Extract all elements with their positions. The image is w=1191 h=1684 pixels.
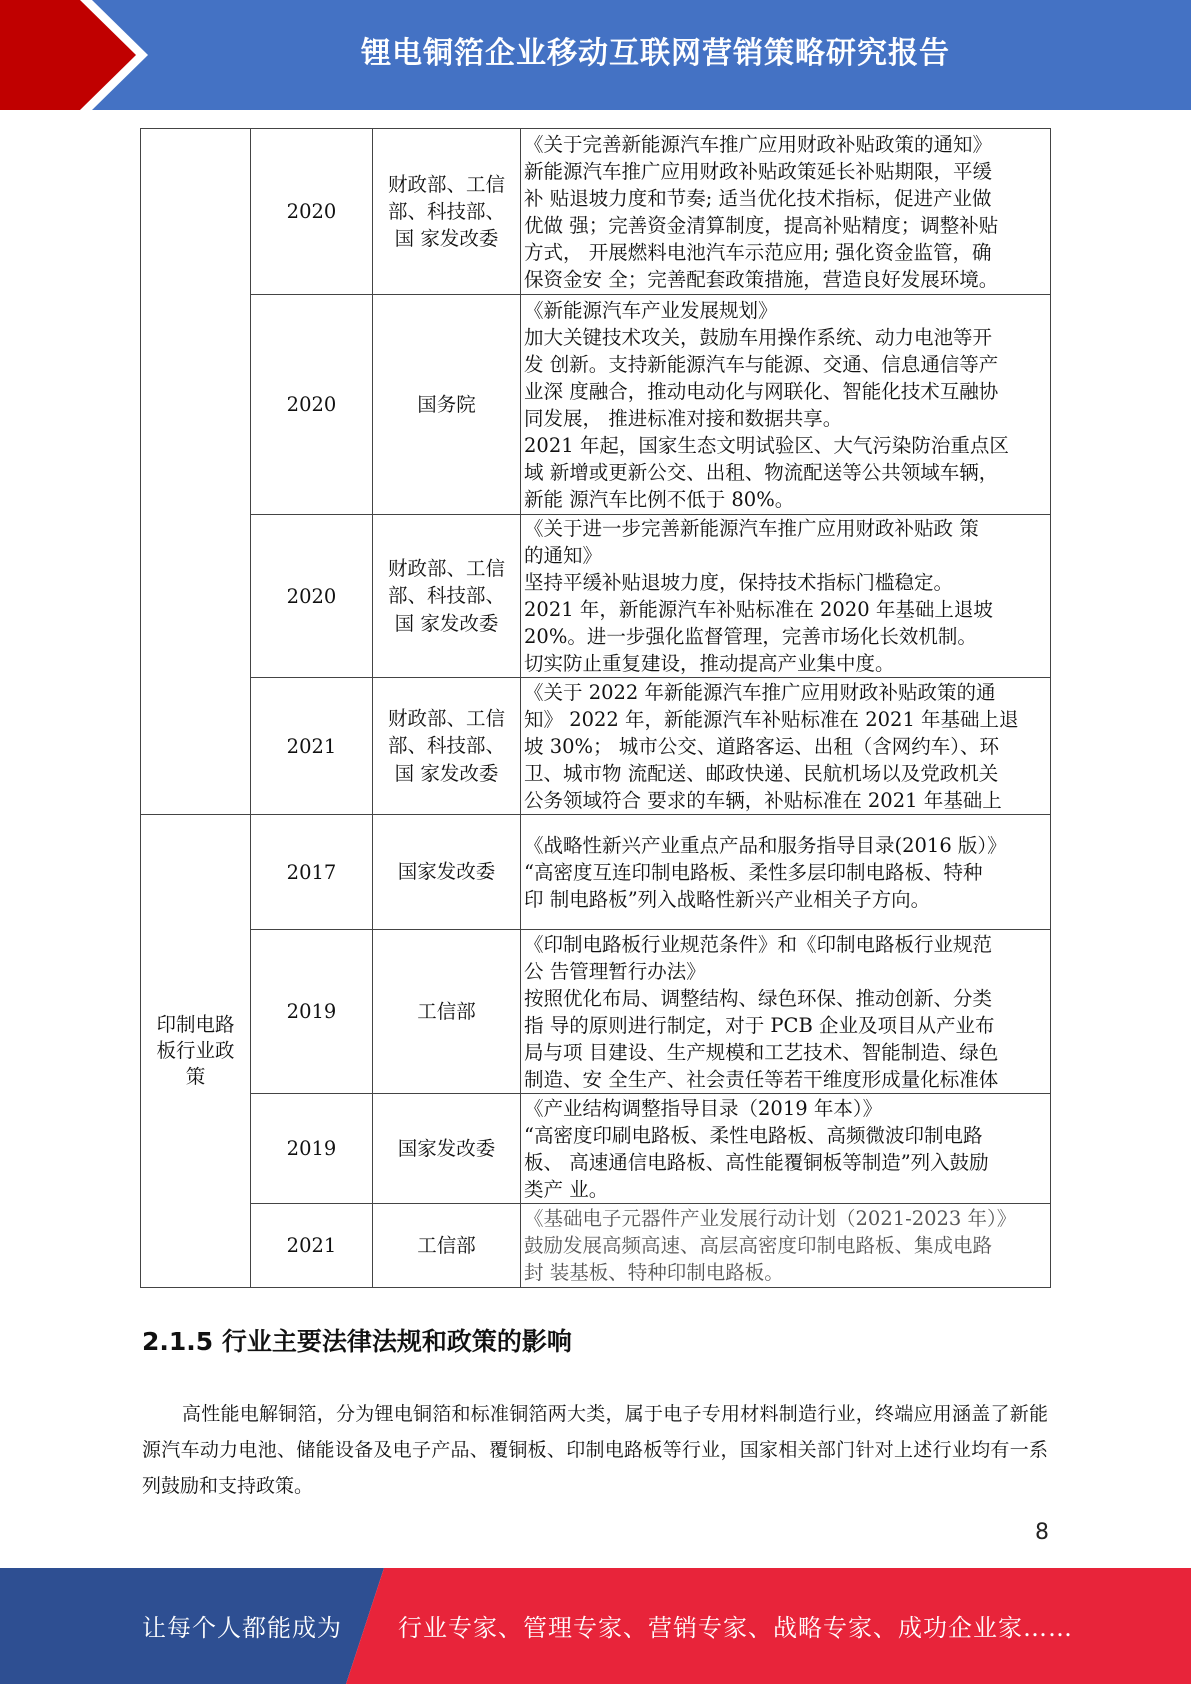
content-line: 《新能源汽车产业发展规划》 xyxy=(524,298,778,322)
content-cell xyxy=(521,930,1051,1094)
content-line: 《基础电子元器件产业发展行动计划（2021-2023 年）》 xyxy=(524,1207,1017,1230)
year-cell: 2020 xyxy=(251,129,373,295)
page-footer xyxy=(0,1568,1191,1684)
body-paragraph: 高性能电解铜箔，分为锂电铜箔和标准铜箔两大类，属于电子专用材料制造行业，终端应用涵盖了新能源汽车动力电池、储能设备及电子产品、覆铜板、印制电路板等行业，国家相关部门针对上述行业均有一系列鼓励和支持政策。 xyxy=(142,1403,1048,1497)
content-line: 印 制电路板”列入战略性新兴产业相关子方向。 xyxy=(524,887,931,911)
content-line: 方式， 开展燃料电池汽车示范应用; 强化资金监管，确 xyxy=(524,240,992,264)
content-cell xyxy=(521,129,1051,295)
table-row xyxy=(141,678,1051,815)
content-line: 公 告管理暂行办法》 xyxy=(524,959,706,983)
content-cell xyxy=(521,515,1051,678)
content-line: 公务领域符合 要求的车辆，补贴标准在 2021 年基础上 xyxy=(524,788,1002,812)
category-line: 板行业政 xyxy=(156,1038,235,1062)
department-line: 国家发改委 xyxy=(397,860,496,884)
content-line: 发 创新。支持新能源汽车与能源、交通、信息通信等产 xyxy=(524,352,999,376)
department-cell xyxy=(373,295,521,515)
content-line: 类产 业。 xyxy=(524,1177,609,1201)
content-cell xyxy=(521,678,1051,815)
table-row xyxy=(141,1094,1051,1204)
content-line: 新能源汽车推广应用财政补贴政策延长补贴期限，平缓 xyxy=(524,159,993,183)
department-line: 部、科技部、 xyxy=(387,199,505,223)
year-cell: 2021 xyxy=(251,1204,373,1288)
category-cell xyxy=(141,815,251,1288)
department-cell xyxy=(373,815,521,930)
table-row xyxy=(141,129,1051,295)
footer-slogan-right: 行业专家、管理专家、营销专家、战略专家、成功企业家…… xyxy=(398,1614,1073,1642)
table-row xyxy=(141,815,1051,930)
page-number: 8 xyxy=(1035,1520,1049,1545)
table-row xyxy=(141,515,1051,678)
content-line: 保资金安 全；完善配套政策措施，营造良好发展环境。 xyxy=(524,267,999,291)
content-cell xyxy=(521,1204,1051,1288)
department-line: 国 家发改委 xyxy=(394,611,499,635)
content-line: 指 导的原则进行制定，对于 PCB 企业及项目从产业布 xyxy=(524,1013,995,1037)
content-line: 《战略性新兴产业重点产品和服务指导目录(2016 版）》 xyxy=(524,833,1007,857)
year-cell: 2020 xyxy=(251,515,373,678)
content-line: 域 新增或更新公交、出租、物流配送等公共领域车辆， xyxy=(524,460,999,484)
content-line: 业深 度融合，推动电动化与网联化、智能化技术互融协 xyxy=(524,379,999,403)
content-line: 制造、安 全生产、社会责任等若干维度形成量化标准体 xyxy=(524,1067,999,1091)
content-line: 封 装基板、特种印制电路板。 xyxy=(524,1261,784,1284)
year-cell: 2019 xyxy=(251,930,373,1094)
content-line: 局与项 目建设、生产规模和工艺技术、智能制造、绿色 xyxy=(524,1040,999,1064)
department-line: 国 家发改委 xyxy=(394,227,499,251)
content-line: “高密度印刷电路板、柔性电路板、高频微波印制电路 xyxy=(524,1123,983,1147)
department-line: 财政部、工信 xyxy=(387,557,505,581)
table-row xyxy=(141,930,1051,1094)
department-line: 工信部 xyxy=(417,1233,476,1257)
content-line: “高密度互连印制电路板、柔性多层印制电路板、特种 xyxy=(524,860,983,884)
content-line: 板、 高速通信电路板、高性能覆铜板等制造”列入鼓励 xyxy=(524,1150,989,1174)
content-line: 《关于进一步完善新能源汽车推广应用财政补贴政 策 xyxy=(524,517,979,540)
content-line: 《关于完善新能源汽车推广应用财政补贴政策的通知》 xyxy=(524,132,993,156)
department-cell xyxy=(373,1094,521,1204)
department-line: 部、科技部、 xyxy=(387,584,505,608)
page-header xyxy=(0,0,1191,110)
content-line: 《产业结构调整指导目录（2019 年本）》 xyxy=(524,1096,883,1120)
category-line: 印制电路 xyxy=(156,1012,235,1036)
content-line: 坚持平缓补贴退坡力度，保持技术指标门槛稳定。 xyxy=(524,571,954,594)
table-row xyxy=(141,295,1051,515)
content-line: 同发展， 推进标准对接和数据共享。 xyxy=(524,406,843,430)
table-row xyxy=(141,1204,1051,1288)
category-cell xyxy=(141,129,251,815)
year-cell: 2019 xyxy=(251,1094,373,1204)
content-cell xyxy=(521,815,1051,930)
department-line: 财政部、工信 xyxy=(387,707,505,731)
category-line: 策 xyxy=(185,1065,206,1089)
content-line: 坡 30%； 城市公交、道路客运、出租（含网约车）、环 xyxy=(524,734,999,758)
content-line: 切实防止重复建设，推动提高产业集中度。 xyxy=(524,652,895,675)
content-line: 按照优化布局、调整结构、绿色环保、推动创新、分类 xyxy=(524,986,993,1010)
department-cell xyxy=(373,930,521,1094)
year-cell: 2020 xyxy=(251,295,373,515)
department-line: 部、科技部、 xyxy=(387,734,505,758)
department-cell xyxy=(373,129,521,295)
department-cell xyxy=(373,515,521,678)
content-line: 卫、城市物 流配送、邮政快递、民航机场以及党政机关 xyxy=(524,761,999,785)
department-line: 国家发改委 xyxy=(397,1136,496,1160)
content-line: 20%。进一步强化监督管理，完善市场化长效机制。 xyxy=(524,625,977,648)
content-line: 的通知》 xyxy=(524,544,603,567)
department-cell xyxy=(373,678,521,815)
policy-table xyxy=(140,128,1051,1288)
content-line: 新能 源汽车比例不低于 80%。 xyxy=(524,487,795,511)
content-line: 《印制电路板行业规范条件》和《印制电路板行业规范 xyxy=(524,932,993,956)
content-cell xyxy=(521,295,1051,515)
content-line: 2021 年起，国家生态文明试验区、大气污染防治重点区 xyxy=(524,433,1009,457)
department-cell xyxy=(373,1204,521,1288)
year-cell: 2021 xyxy=(251,678,373,815)
content-line: 鼓励发展高频高速、高层高密度印制电路板、集成电路 xyxy=(524,1234,993,1257)
department-line: 财政部、工信 xyxy=(387,172,505,196)
content-line: 知》 2022 年，新能源汽车补贴标准在 2021 年基础上退 xyxy=(524,707,1019,731)
year-cell: 2017 xyxy=(251,815,373,930)
department-line: 国 家发改委 xyxy=(394,761,499,785)
content-line: 2021 年，新能源汽车补贴标准在 2020 年基础上退坡 xyxy=(524,598,993,621)
section-heading: 2.1.5 行业主要法律法规和政策的影响 xyxy=(142,1327,572,1356)
content-line: 优做 强；完善资金清算制度，提高补贴精度；调整补贴 xyxy=(524,213,999,237)
department-line: 国务院 xyxy=(417,392,476,416)
content-line: 补 贴退坡力度和节奏; 适当优化技术指标，促进产业做 xyxy=(524,186,992,210)
report-title: 锂电铜箔企业移动互联网营销策略研究报告 xyxy=(361,36,950,71)
content-line: 加大关键技术攻关，鼓励车用操作系统、动力电池等开 xyxy=(524,325,993,349)
department-line: 工信部 xyxy=(417,999,476,1023)
footer-slogan-left: 让每个人都能成为 xyxy=(142,1614,342,1642)
content-cell xyxy=(521,1094,1051,1204)
content-line: 《关于 2022 年新能源汽车推广应用财政补贴政策的通 xyxy=(524,680,996,704)
